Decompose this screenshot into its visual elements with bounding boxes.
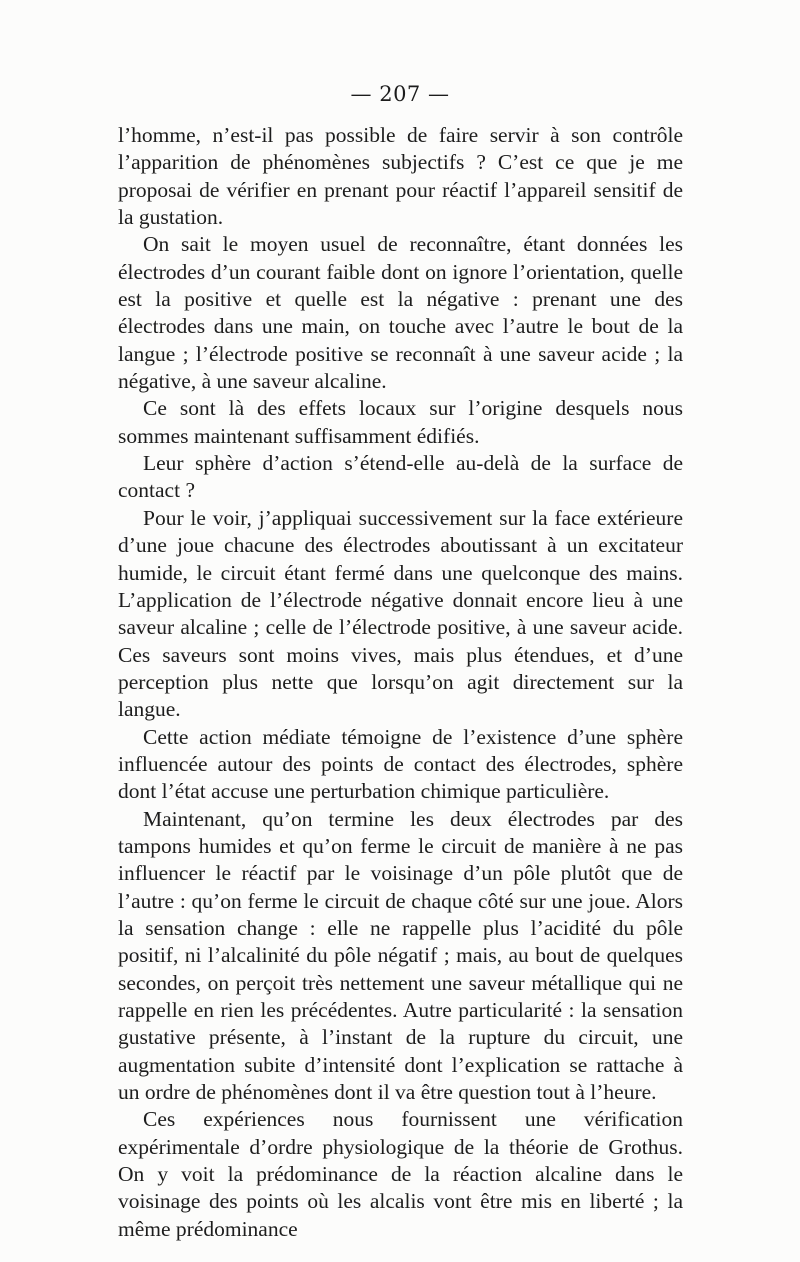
- paragraph-7: Maintenant, qu’on termine les deux électrodes par des tampons humides et qu’on ferme le circuit de manière à ne pas influencer le réactif par le voisinage d’un pôle plutôt que de l’autre : qu’on ferme le circuit de chaque côté sur une joue. Alors la sensation change : elle ne rappelle plus l’acidité du pôle positif, ni l’alcalinité du pôle négatif ; mais, au bout de quelques secondes, on perçoit très nettement une saveur métallique qui ne rappelle en rien les précédentes. Autre particularité : la sensation gustative présente, à l’instant de la rupture du circuit, une augmentation subite d’intensité dont l’explication se rattache à un ordre de phénomènes dont il va être question tout à l’heure.: [118, 806, 683, 1105]
- paragraph-8: Ces expériences nous fournissent une vérification expérimentale d’ordre physiologique de la théorie de Grothus. On y voit la prédominance de la réaction alcaline dans le voisinage des points où les alcalis vont être mis en liberté ; la même prédominance: [118, 1107, 683, 1241]
- paragraph-3: Ce sont là des effets locaux sur l’origine desquels nous sommes maintenant suffisamment édifiés.: [118, 396, 683, 448]
- paragraph-5: Pour le voir, j’appliquai successivement sur la face extérieure d’une joue chacune des électrodes aboutissant à un excitateur humide, le circuit étant fermé dans une quelconque des mains. L’application de l’électrode négative donnait encore lieu à une saveur alcaline ; celle de l’électrode positive, à une saveur acide. Ces saveurs sont moins vives, mais plus étendues, et d’une perception plus nette que lorsqu’on agit directement sur la langue.: [118, 505, 683, 722]
- paragraph-1: l’homme, n’est-il pas possible de faire servir à son contrôle l’apparition de phénomènes subjectifs ? C’est ce que je me proposai de vérifier en prenant pour réactif l’appareil sensitif de la gustation.: [118, 123, 683, 230]
- body-text: [118, 122, 683, 1243]
- paragraph-4: Leur sphère d’action s’étend-elle au-delà de la surface de contact ?: [118, 451, 683, 503]
- paragraph-6: Cette action médiate témoigne de l’existence d’une sphère influencée autour des points de contact des électrodes, sphère dont l’état accuse une perturbation chimique particulière.: [118, 724, 683, 804]
- paragraph-2: On sait le moyen usuel de reconnaître, étant données les électrodes d’un courant faible dont on ignore l’orientation, quelle est la positive et quelle est la négative : prenant une des électrodes dans une main, on touche avec l’autre le bout de la langue ; l’électrode positive se reconnaît à une saveur acide ; la négative, à une saveur alcaline.: [118, 232, 683, 394]
- page-number: — 207 —: [350, 82, 450, 106]
